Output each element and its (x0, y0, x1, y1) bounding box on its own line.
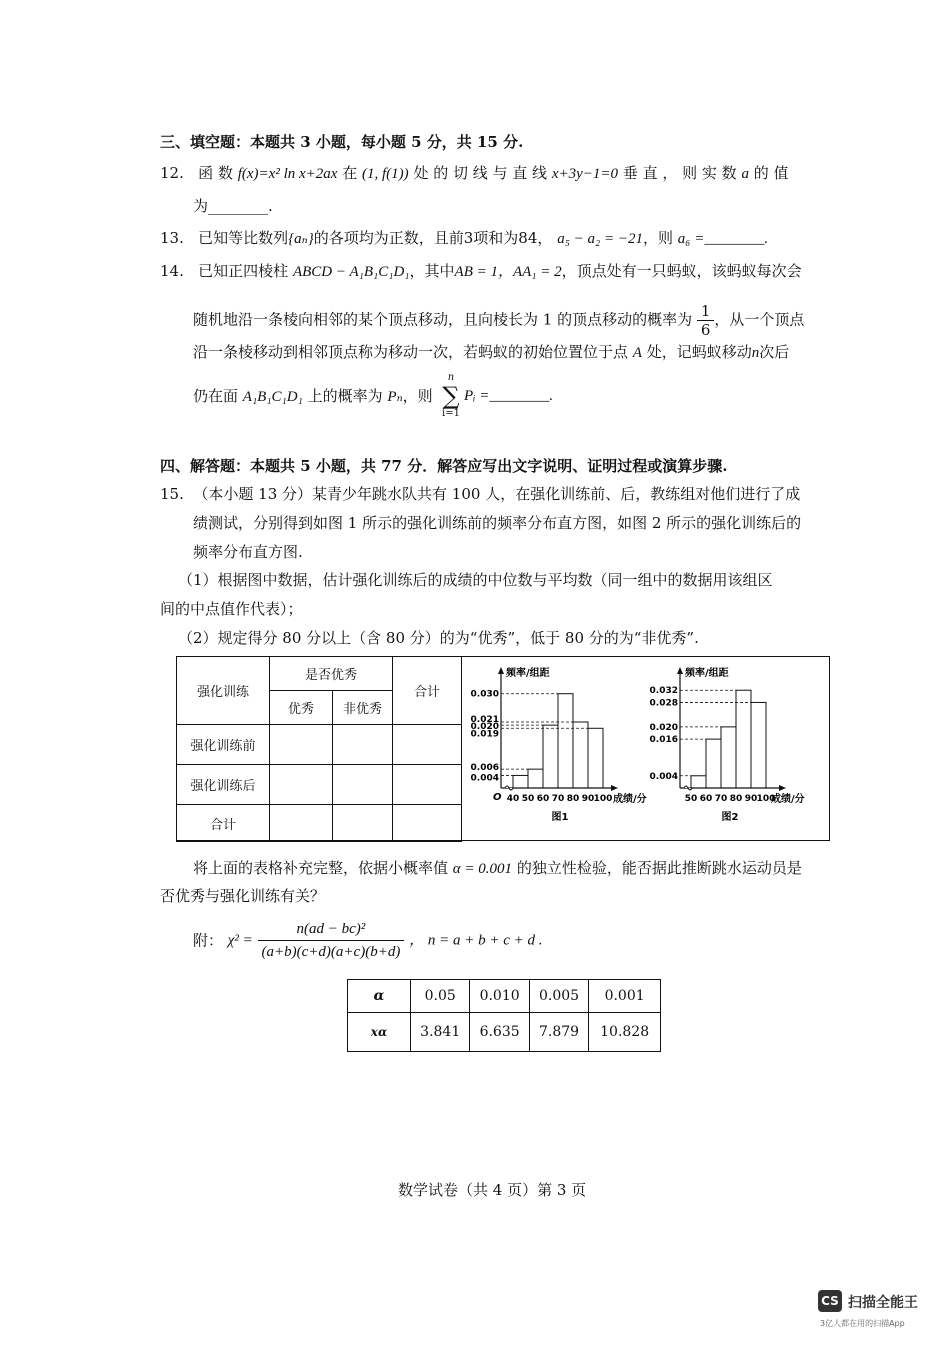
q12-number: 12. (160, 164, 184, 182)
q14-fraction (697, 302, 715, 339)
x-axis-label: 成绩/分 (613, 794, 647, 805)
section4-header: 四、解答题：本题共 5 小题，共 77 分．解答应写出文字说明、证明过程或演算步骤. (160, 457, 728, 475)
page-footer: 数学试卷（共 4 页）第 3 页 (398, 1181, 587, 1199)
x-tick-label: 100 (593, 794, 613, 804)
th-excellent: 优秀 (270, 691, 333, 725)
row-total: 合计 (177, 805, 270, 842)
x-2: 7.879 (529, 1013, 588, 1052)
q14-sigma-bot: i=1 (442, 408, 460, 419)
q12-text-c: 处 的 切 线 与 直 线 (413, 164, 548, 182)
q14-line3 (193, 342, 789, 363)
y-tick-label: 0.019 (470, 729, 499, 740)
q14-cond: AB = 1，AA₁ = 2 (454, 264, 562, 280)
y-tick-label: 0.020 (649, 722, 678, 733)
origin-label: O (493, 792, 502, 803)
x-alpha-header: xα (348, 1013, 411, 1052)
cell-total-total (393, 805, 462, 842)
q14-l1a: 已知正四棱柱 (198, 262, 289, 280)
q14-l3: 沿一条棱移动到相邻顶点称为移动一次，若蚂蚁的初始位置位于点 (193, 343, 629, 361)
watermark-name: 扫描全能王 (848, 1295, 918, 1311)
q12-func: f(x)=x² ln x+2ax (237, 166, 338, 182)
chi-fraction (258, 918, 405, 963)
y-tick-label: 0.006 (470, 763, 499, 774)
appendix-label: 附： (193, 931, 224, 950)
q12-var-a: a (741, 166, 749, 182)
y-tick-label: 0.030 (470, 689, 499, 700)
histogram-bar (543, 725, 558, 788)
q14-sum-tail: Pᵢ =________. (464, 388, 554, 404)
q15-part1a: （1）根据图中数据，估计强化训练后的成绩的中位数与平均数（同一组中的数据用该组区 (178, 571, 773, 589)
x-tick-label: 90 (581, 794, 595, 804)
alpha-2: 0.005 (529, 980, 588, 1013)
q14-sum-block (441, 372, 461, 420)
cell-after-non (333, 765, 393, 805)
alpha-3: 0.001 (589, 980, 661, 1013)
histogram-bar (721, 727, 736, 788)
q14-point-a: A (632, 345, 642, 361)
x-axis-label: 成绩/分 (771, 794, 805, 805)
x-tick-label: 60 (699, 794, 713, 804)
cell-before-total (393, 725, 462, 765)
q15-l1: （本小题 13 分）某青少年跳水队共有 100 人，在强化训练前、后，教练组对他们进行了成 (193, 485, 801, 503)
q14-l4a: 仍在面 (193, 387, 239, 405)
axis-break (505, 786, 513, 790)
histogram-bar (736, 690, 751, 788)
q15-line3: 频率分布直方图. (193, 543, 303, 561)
row-before: 强化训练前 (177, 725, 270, 765)
q15-after1b: 的独立性检验，能否据此推断跳水运动员是 (516, 859, 802, 877)
alpha-0: 0.05 (411, 980, 470, 1013)
q13-text-a: 已知等比数列 (198, 229, 289, 247)
q14-face: A₁B₁C₁D₁ (242, 389, 303, 405)
chi-symbol: χ² = (227, 932, 253, 949)
alpha-1: 0.010 (470, 980, 529, 1013)
q13-text-c: ，则 (642, 229, 673, 247)
chart-title: 图2 (721, 812, 739, 823)
q14-l3b: 处，记蚂蚁移动 (646, 343, 752, 361)
q15-line2: 绩测试，分别得到如图 1 所示的强化训练前的频率分布直方图，如图 2 所示的强化训练后的 (193, 514, 802, 532)
q13-line (160, 228, 768, 249)
x-tick-label: 60 (536, 794, 550, 804)
th-training: 强化训练 (177, 657, 270, 725)
q12-point: (1, f(1)) (362, 166, 409, 182)
histogram-bar (751, 702, 766, 788)
q14-pn: Pₙ (387, 389, 403, 405)
cell-total-non (333, 805, 393, 842)
q14-sigma: ∑ (442, 382, 460, 410)
q15-part1b: 间的中点值作代表）； (160, 600, 303, 618)
n-definition: ， n = a + b + c + d . (409, 932, 543, 949)
chi-numerator: n(ad − bc)² (258, 918, 405, 941)
x-tick-label: 50 (521, 794, 535, 804)
histogram-fig2 (645, 660, 827, 836)
cell-before-excellent (270, 725, 333, 765)
q14-line4 (193, 386, 433, 407)
y-tick-label: 0.020 (470, 722, 499, 733)
y-axis-label: 频率/组距 (685, 668, 729, 679)
y-tick-label: 0.021 (470, 715, 499, 725)
cell-total-excellent (270, 805, 333, 842)
q15-part2: （2）规定得分 80 分以上（含 80 分）的为“优秀”，低于 80 分的为“非优秀”. (178, 629, 699, 647)
cell-before-non (333, 725, 393, 765)
watermark-tagline: 3亿人都在用的扫描App (820, 1319, 905, 1328)
histogram-bar (573, 722, 588, 788)
watermark-logo: CS (818, 1290, 842, 1312)
y-tick-label: 0.032 (649, 686, 678, 697)
q14-l3c: 次后 (759, 343, 790, 361)
histogram-bar (588, 728, 603, 788)
q13-number: 13. (160, 229, 184, 247)
q12-text-e: 的 值 (753, 164, 789, 182)
x-tick-label: 70 (714, 794, 728, 804)
x-tick-label: 50 (684, 794, 698, 804)
q14-l2: 随机地沿一条棱向相邻的某个顶点移动，且向棱长为 1 的顶点移动的概率为 (193, 310, 693, 329)
x-tick-label: 70 (551, 794, 565, 804)
section3-header: 三、填空题：本题共 3 小题，每小题 5 分，共 15 分. (160, 133, 524, 151)
x-1: 6.635 (470, 1013, 529, 1052)
q15-alpha: α = 0.001 (452, 861, 513, 877)
q12-line-eq: x+3y−1=0 (551, 166, 619, 182)
q12-text-b: 在 (342, 164, 358, 182)
q15-after2: 否优秀与强化训练有关？ (160, 887, 326, 905)
q14-line2 (193, 302, 804, 339)
x-tick-label: 80 (566, 794, 580, 804)
q15-line1 (160, 484, 800, 504)
q14-l1c: ，顶点处有一只蚂蚁，该蚂蚁每次会 (561, 262, 802, 280)
x-0: 3.841 (411, 1013, 470, 1052)
q12-line2: 为________. (193, 197, 273, 215)
x-tick-label: 100 (756, 794, 776, 804)
x-axis-arrow (611, 785, 618, 791)
x-tick-label: 40 (506, 794, 520, 804)
alpha-header: α (348, 980, 411, 1013)
histogram-bar (691, 776, 706, 788)
cell-after-excellent (270, 765, 333, 805)
q13-ask: a₆ =________. (677, 231, 769, 247)
q14-frac-num: 1 (697, 302, 715, 321)
q13-cond: a₅ − a₂ = −21 (557, 231, 643, 247)
q15-after1 (193, 858, 802, 879)
x-3: 10.828 (589, 1013, 661, 1052)
histogram-fig1 (465, 660, 650, 836)
y-axis-label: 频率/组距 (506, 668, 550, 679)
scanner-watermark (818, 1288, 938, 1332)
th-non-excellent: 非优秀 (333, 691, 393, 725)
y-tick-label: 0.028 (649, 698, 678, 709)
y-axis-arrow (677, 667, 683, 674)
histogram-bar (706, 739, 721, 788)
q12-text-a: 函 数 (198, 164, 233, 182)
q14-l4b: 上的概率为 (307, 387, 383, 405)
q15-number: 15. (160, 485, 184, 503)
q14-sigma-top: n (447, 372, 455, 383)
chi-denominator: (a+b)(c+d)(a+c)(b+d) (261, 944, 401, 960)
th-excellent-q: 是否优秀 (270, 657, 393, 691)
y-tick-label: 0.016 (649, 735, 678, 746)
q13-text-b: 的各项均为正数，且前3项和为84， (313, 229, 553, 247)
histogram-bar (513, 775, 528, 788)
q12-text-d: 垂 直 ， 则 实 数 (622, 164, 737, 182)
x-tick-label: 80 (729, 794, 743, 804)
y-axis-arrow (498, 667, 504, 674)
q14-l4c: ，则 (402, 387, 433, 405)
histogram-bar (558, 694, 573, 788)
q14-l2b: ，从一个顶点 (714, 310, 805, 329)
contingency-table (176, 656, 462, 842)
y-tick-label: 0.004 (470, 773, 499, 784)
x-axis-arrow (779, 785, 786, 791)
q15-after1a: 将上面的表格补充完整，依据小概率值 (193, 859, 449, 877)
y-tick-label: 0.004 (649, 771, 678, 782)
chart-title: 图1 (551, 812, 569, 823)
q14-number: 14. (160, 262, 184, 280)
q14-prism: ABCD − A₁B₁C₁D₁ (292, 264, 410, 280)
chi-formula (193, 918, 543, 963)
q12-line1 (160, 163, 789, 184)
q14-line1 (160, 261, 802, 282)
cell-after-total (393, 765, 462, 805)
q13-seq: {aₙ} (288, 231, 314, 247)
row-after: 强化训练后 (177, 765, 270, 805)
q14-frac-den: 6 (700, 321, 711, 339)
x-tick-label: 90 (744, 794, 758, 804)
histogram-bar (528, 769, 543, 788)
q14-n: n (751, 345, 760, 361)
q14-l1b: ，其中 (409, 262, 455, 280)
th-total: 合计 (393, 657, 462, 725)
critical-value-table (347, 979, 661, 1052)
